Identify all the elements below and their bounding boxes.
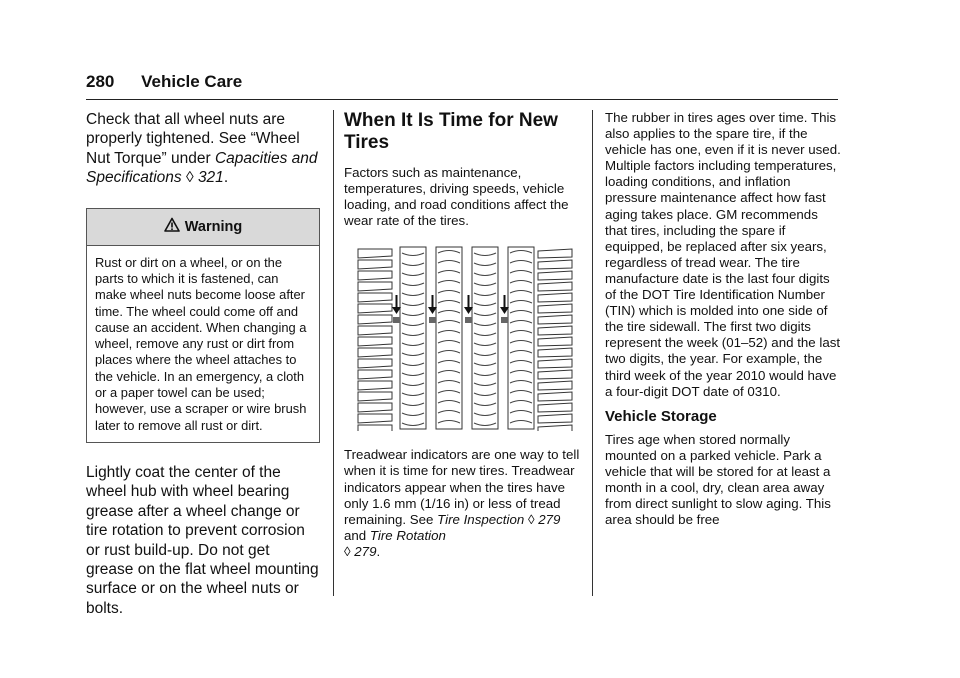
tire-rotation-link[interactable]: Tire Rotation bbox=[369, 527, 446, 543]
storage-paragraph: Tires age when stored normally mounted on a parked vehicle. Park a vehicle that will be stored for at least a month in a cool, dry, clean area away from direct sunlight to slow aging. This area should be free bbox=[605, 431, 831, 528]
column-2 bbox=[344, 110, 580, 560]
tread-block-left bbox=[358, 337, 392, 346]
treadwear-indicator-illustration bbox=[356, 245, 574, 431]
warning-header bbox=[87, 209, 319, 246]
tread-block-right bbox=[538, 293, 572, 302]
section-title: Vehicle Care bbox=[141, 72, 243, 91]
wear-bar bbox=[429, 317, 436, 323]
period: . bbox=[376, 543, 381, 559]
tread-block-right bbox=[538, 282, 572, 291]
paragraph-text: Treadwear indicators are one way to tell when it is time for new tires. Treadwear indicators appear when the tires have only 1.6 mm (1/16 in) or less of tread remaining. See bbox=[344, 447, 580, 527]
header-rule bbox=[86, 99, 838, 100]
tread-block-left bbox=[358, 293, 392, 302]
tread-block-left bbox=[358, 370, 392, 379]
tread-block-left bbox=[358, 414, 392, 423]
page-ref-279-b[interactable]: 279 bbox=[354, 543, 377, 559]
hub-grease-paragraph: Lightly coat the center of the wheel hub with wheel bearing grease after a wheel change or tire rotation to prevent corrosion or rust build-up. Do not get grease on the flat wheel mounting surface or on the wheel nuts or bolts. bbox=[86, 463, 319, 617]
tread-block-left bbox=[358, 425, 392, 431]
wear-bar bbox=[501, 317, 508, 323]
tread-block-right bbox=[538, 315, 572, 324]
warning-title: Warning bbox=[184, 218, 243, 235]
column-1 bbox=[86, 110, 320, 618]
page-ref-321[interactable]: 321 bbox=[197, 169, 224, 187]
tread-block-right bbox=[538, 249, 572, 258]
paragraph-text: Check that all wheel nuts are properly tightened. See “Wheel Nut Torque” under bbox=[86, 111, 300, 167]
tread-block-right bbox=[538, 403, 572, 412]
tread-block-right bbox=[538, 381, 572, 390]
tread-block-right bbox=[538, 392, 572, 401]
tread-block-right bbox=[538, 348, 572, 357]
tread-block-left bbox=[358, 304, 392, 313]
tire-aging-paragraph: The rubber in tires ages over time. This also applies to the spare tire, if the vehicle has one, even if it is never used. Multiple factors including temperatures, loading conditions, and inflation pressure maintenance affect how fast aging takes place. GM recommends that tires, including the spare if equipped, be replaced after six years, regardless of tread wear. The tire manufacture date is the last four digits of the DOT Tire Identification Number (TIN) which is molded into one side of the tire sidewall. The first two digits represent the week (01–52) and the last two digits, the year. For example, the third week of the year 2010 would have a four-digit DOT date of 0310. bbox=[605, 110, 841, 399]
tread-block-right bbox=[538, 337, 572, 346]
tread-block-left bbox=[358, 249, 392, 258]
tread-block-right bbox=[538, 304, 572, 313]
tread-block-right bbox=[538, 326, 572, 335]
page-ref-icon: ◊ bbox=[344, 543, 351, 559]
warning-text: Rust or dirt on a wheel, or on the parts to which it is fastened, can make wheel nuts become loose after time. The wheel could come off and cause an accident. When changing a wheel, remove any rust or dirt from places where the wheel attaches to the vehicle. In an emergency, a cloth or a paper towel can be used; however, use a scraper or wire brush later to remove all rust or dirt. bbox=[95, 254, 307, 433]
new-tires-heading: When It Is Time for New Tires bbox=[344, 110, 558, 153]
tread-block-left bbox=[358, 403, 392, 412]
tire-inspection-link[interactable]: Tire Inspection bbox=[437, 511, 525, 527]
tread-block-left bbox=[358, 392, 392, 401]
warning-box bbox=[86, 208, 320, 443]
tread-block-right bbox=[538, 359, 572, 368]
page-header bbox=[86, 72, 242, 92]
tread-block-right bbox=[538, 271, 572, 280]
tread-block-left bbox=[358, 359, 392, 368]
page-ref-icon: ◊ bbox=[527, 511, 535, 527]
tread-block-right bbox=[538, 414, 572, 423]
tread-block-left bbox=[358, 260, 392, 269]
tread-block-left bbox=[358, 282, 392, 291]
tread-block-left bbox=[358, 315, 392, 324]
warning-triangle-icon bbox=[164, 217, 180, 237]
treadwear-paragraph bbox=[344, 447, 580, 560]
wear-factors-paragraph: Factors such as maintenance, temperatures, driving speeds, vehicle loading, and road conditions affect the wear rate of the tires. bbox=[344, 165, 569, 229]
wheel-nuts-paragraph bbox=[86, 110, 320, 188]
page-number: 280 bbox=[86, 72, 115, 91]
page-ref-279-a[interactable]: 279 bbox=[538, 511, 561, 527]
vehicle-storage-heading: Vehicle Storage bbox=[605, 407, 717, 425]
wear-bar bbox=[393, 317, 400, 323]
tread-block-left bbox=[358, 326, 392, 335]
tread-block-left bbox=[358, 271, 392, 280]
column-divider-2 bbox=[592, 110, 593, 596]
tread-block-right bbox=[538, 425, 572, 431]
period: . bbox=[223, 169, 229, 187]
wear-bar bbox=[465, 317, 472, 323]
tread-block-right bbox=[538, 370, 572, 379]
tread-block-left bbox=[358, 381, 392, 390]
page-ref-icon: ◊ bbox=[185, 169, 194, 187]
tread-block-left bbox=[358, 348, 392, 357]
column-divider-1 bbox=[333, 110, 334, 596]
tread-block-right bbox=[538, 260, 572, 269]
column-3 bbox=[605, 110, 841, 528]
conjunction: and bbox=[344, 527, 370, 543]
capacities-link[interactable]: Capacities and Specifications bbox=[86, 149, 318, 187]
